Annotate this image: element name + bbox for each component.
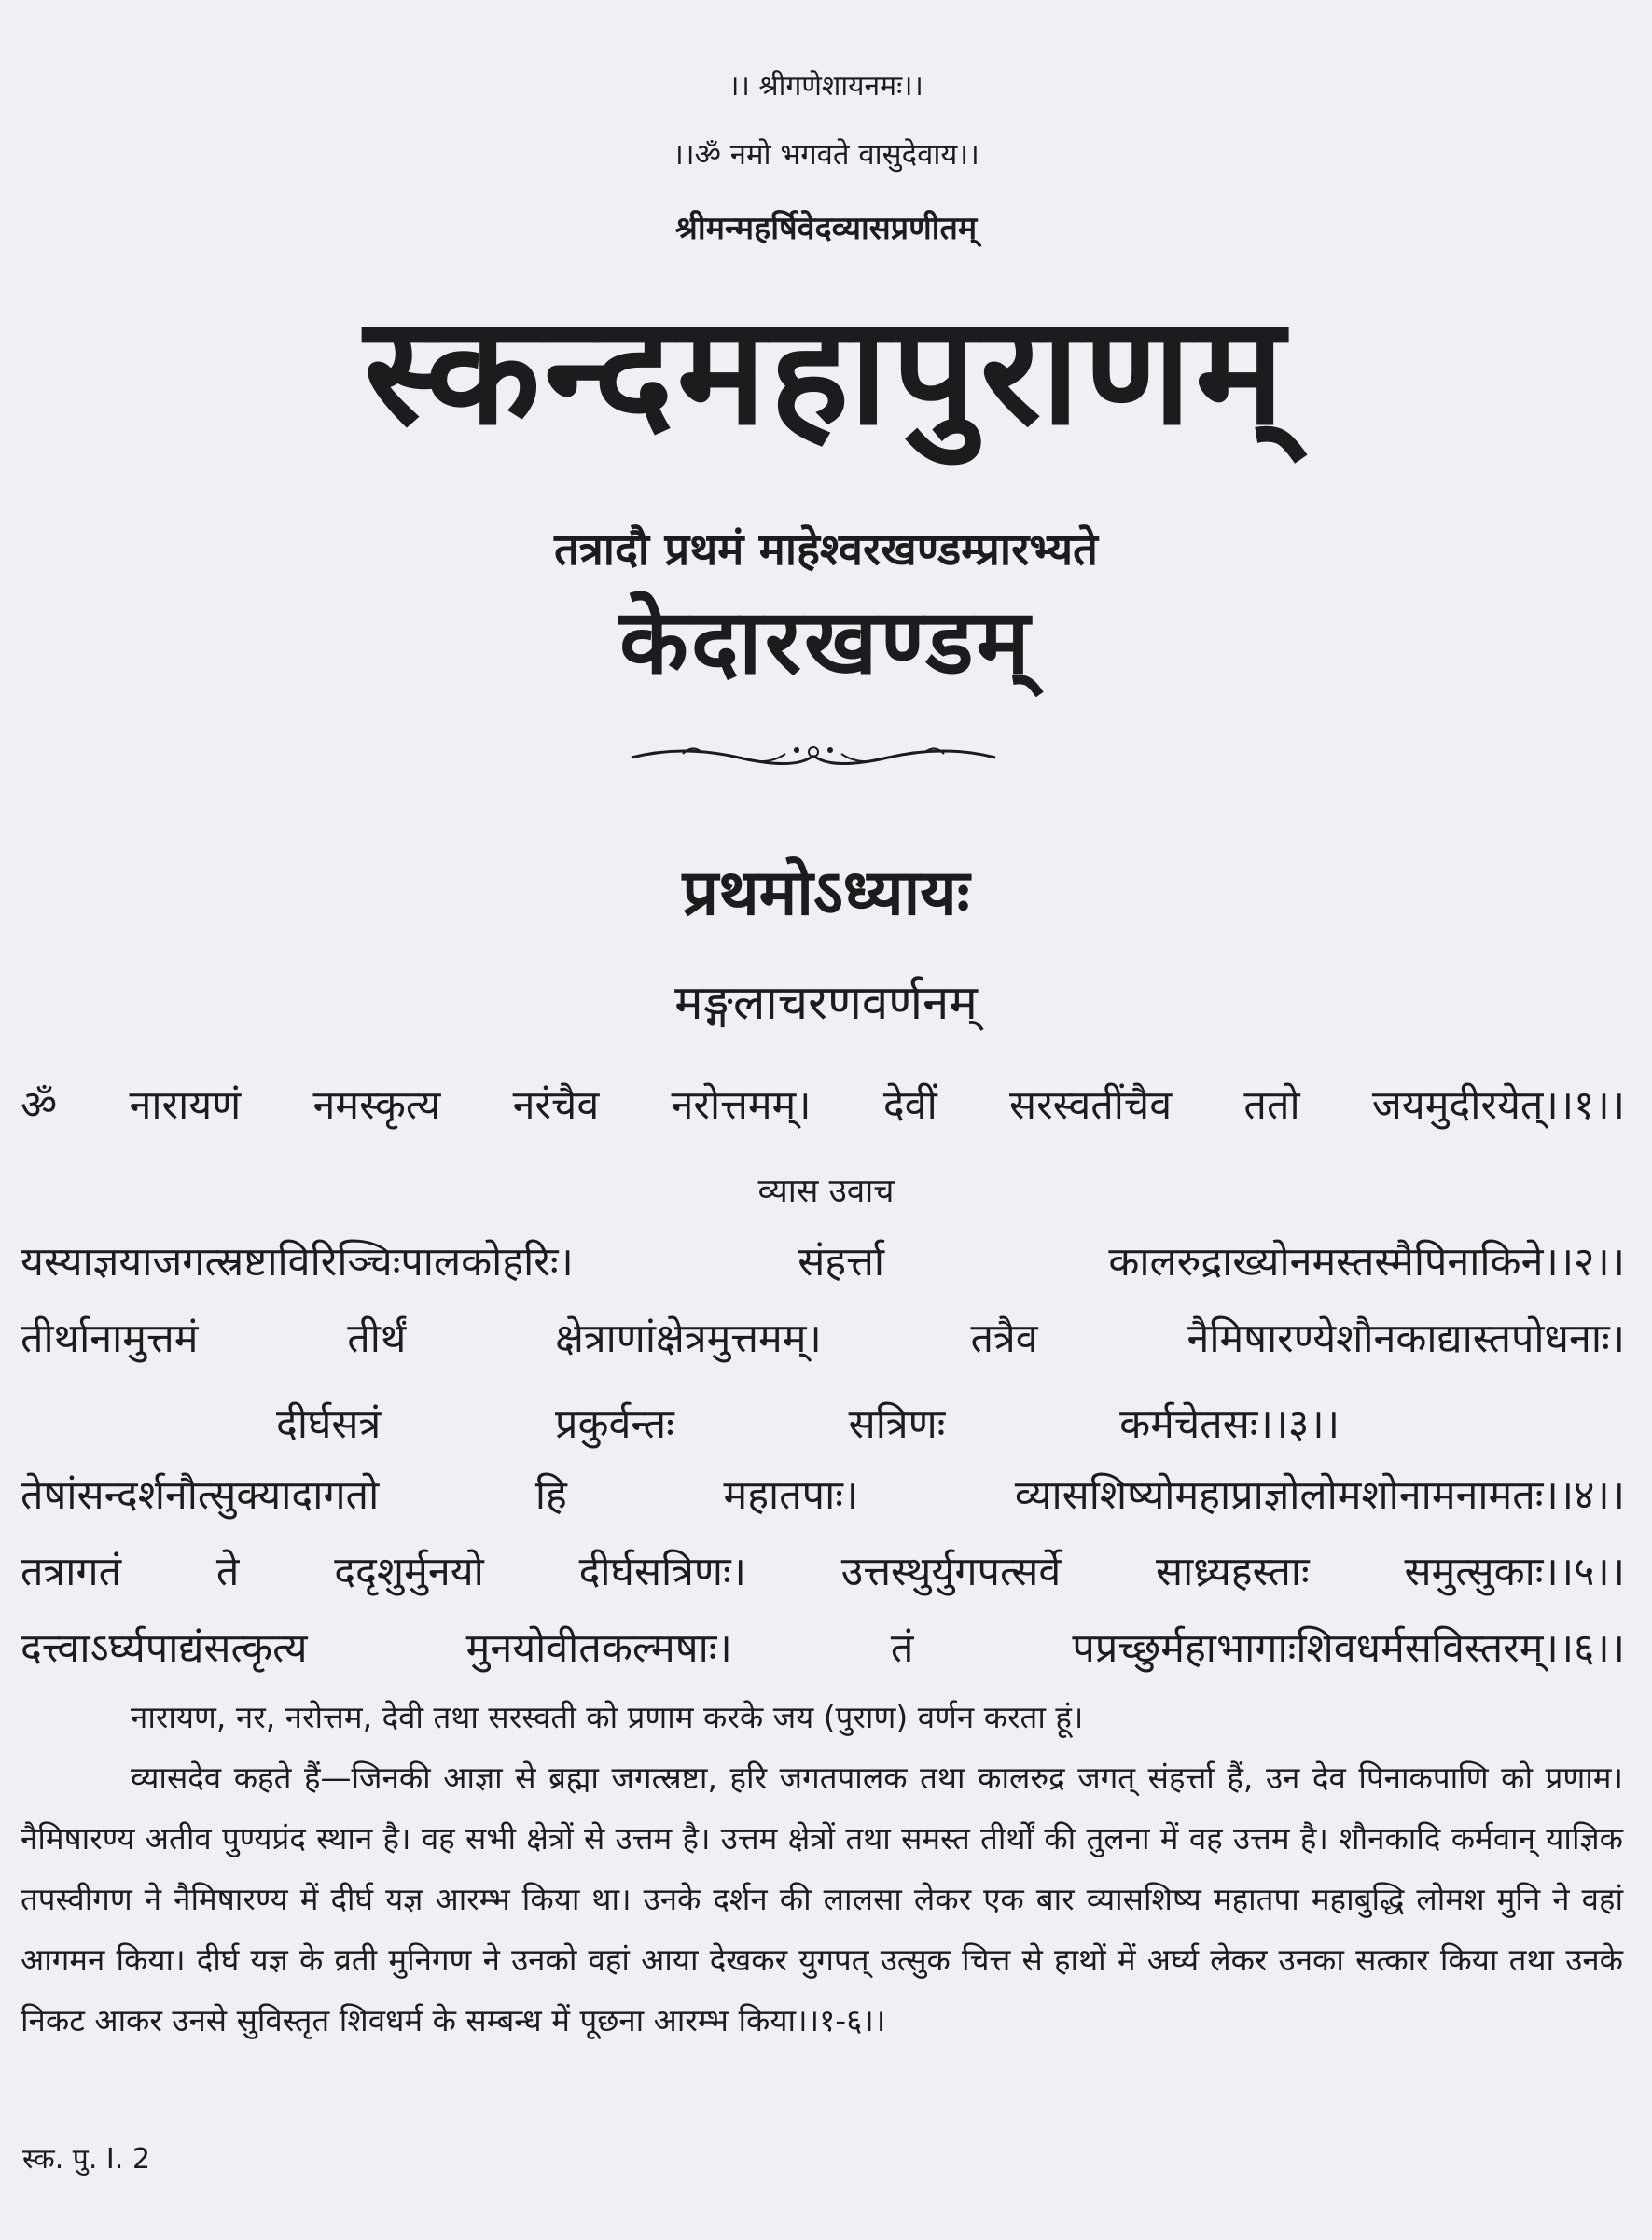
translation-block [21,1687,1623,2051]
book-subtitle: तत्रादौ प्रथमं माहेश्वरखण्डम्प्रारभ्यते [554,524,1098,576]
translation-paragraph-2: व्यासदेव कहते हैं—जिनकी आज्ञा से ब्रह्मा जगत्स्रष्टा, हरि जगतपालक तथा कालरुद्र जगत् संहर्त्ता हैं, उन देव पिनाकपाणि को प्रणाम। नैमिषारण्य अतीव पुण्यप्रंद स्थान है। वह सभी क्षेत्रों से उत्तम है। उत्तम क्षेत्रों तथा समस्त तीर्थों की तुलना में वह उत्तम है। शौनकादि कर्मवान् याज्ञिक तपस्वीगण ने नैमिषारण्य में दीर्घ यज्ञ आरम्भ किया था। उनके दर्शन की लालसा लेकर एक बार व्यासशिष्य महातपा महाबुद्धि लोमश मुनि ने वहां आगमन किया। दीर्घ यज्ञ के व्रती मुनिगण ने उनको वहां आया देखकर युगपत् उत्सुक चित्त से हाथों में अर्घ्य लेकर उनका सत्कार किया तथा उनके निकट आकर उनसे सुविस्तृत शिवधर्म के सम्बन्ध में पूछना आरम्भ किया।।१-६।। [21,1760,1623,2038]
invocation-ganesha: ।। श्रीगणेशायनमः।। [729,70,923,103]
verse-2: यस्याज्ञयाजगत्स्रष्टाविरिञ्चिःपालकोहरिः। संहर्त्ता कालरुद्राख्योनमस्तस्मैपिनाकिने।।२।। [21,1239,1625,1286]
book-title: स्कन्दमहापुराणम् [364,284,1288,458]
verse-6: दत्त्वाऽर्घ्यपाद्यंसत्कृत्य मुनयोवीतकल्मषाः। तं पप्रच्छुर्महाभागाःशिवधर्मसविस्तरम्।।६।। [21,1625,1625,1672]
translation-paragraph-1: नारायण, नर, नरोत्तम, देवी तथा सरस्वती को प्रणाम करके जय (पुराण) वर्णन करता हूं। [131,1699,1084,1735]
page-signature: स्क. पु. I. 2 [22,2143,150,2176]
verse-5: तत्रागतं ते ददृशुर्मुनयो दीर्घसत्रिणः। उत्तस्थुर्युगपत्सर्वे साध्र्यहस्ताः समुत्सुकाः।।५।। [21,1549,1625,1595]
chapter-heading: प्रथमोऽध्यायः [682,856,970,930]
invocation-vasudeva: ।।ॐ नमो भगवते वासुदेवाय।। [673,138,979,172]
author-line: श्रीमन्महर्षिवेदव्यासप्रणीतम् [674,210,978,247]
verse-1: ॐ नारायणं नमस्कृत्य नरंचैव नरोत्तमम्। देवीं सरस्वतींचैव ततो जयमुदीरयेत्।।१।। [21,1082,1625,1129]
section-title: केदारखण्डम् [619,590,1033,694]
verse-3b: दीर्घसत्रं प्रकुर्वन्तः सत्रिणः कर्मचेतसः।।३।। [276,1401,1340,1448]
ornament-divider-icon [627,737,1000,774]
chapter-topic: मङ्गलाचरणवर्णनम् [674,976,978,1031]
speaker-line: व्यास उवाच [757,1173,895,1210]
verse-3a: तीर्थानामुत्तमं तीर्थं क्षेत्राणांक्षेत्रमुत्तमम्। तत्रैव नैमिषारण्येशौनकाद्यास्तपोधनाः। [21,1315,1625,1362]
verse-4: तेषांसन्दर्शनौत्सुक्यादागतो हि महातपाः। व्यासशिष्योमहाप्राज्ञोलोमशोनामनामतः।।४।। [21,1472,1625,1519]
